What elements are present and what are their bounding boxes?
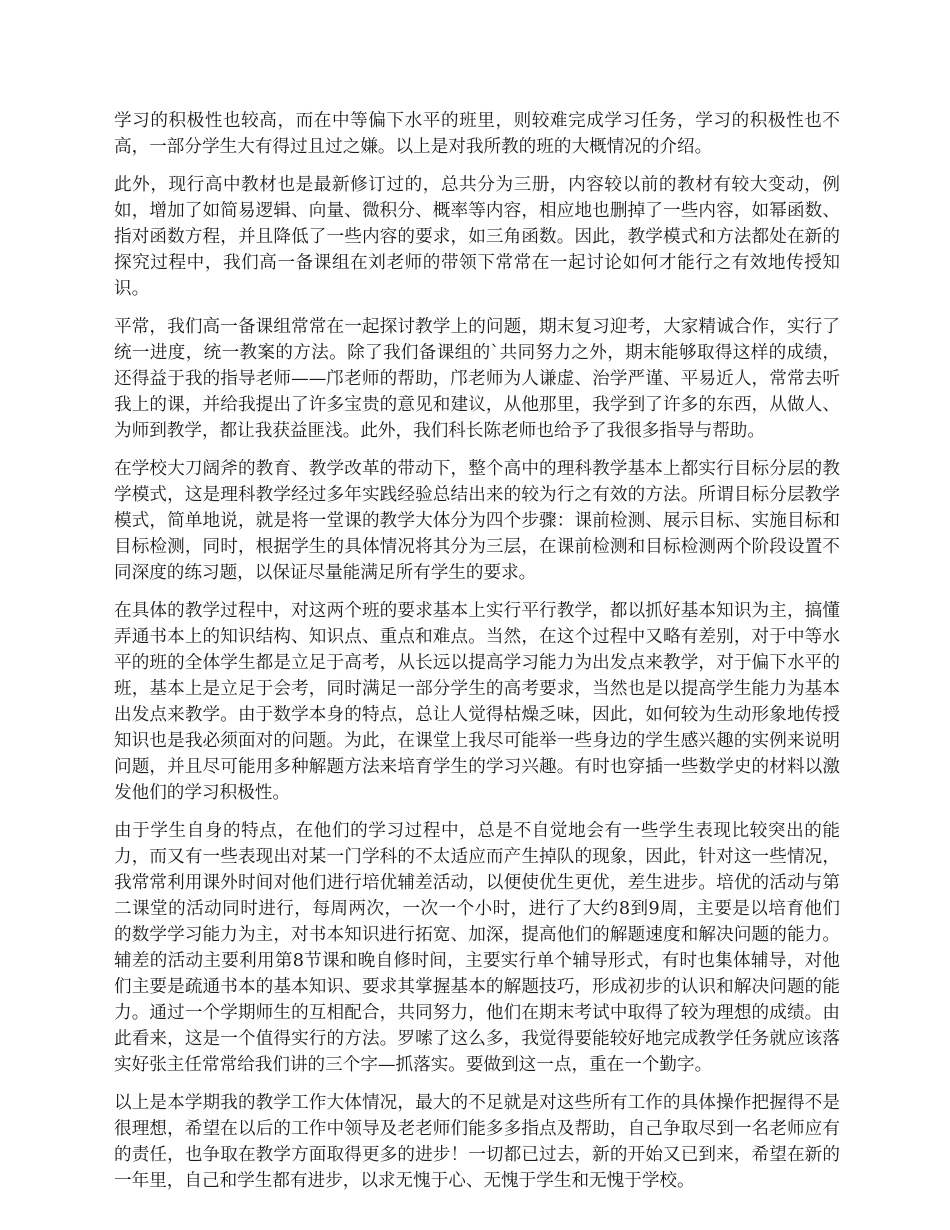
- paragraph-1: 学习的积极性也较高，而在中等偏下水平的班里，则较难完成学习任务，学习的积极性也不高，一部分学生大有得过且过之嫌。以上是对我所教的班的大概情况的介绍。: [114, 111, 840, 157]
- paragraph-6: 由于学生自身的特点，在他们的学习过程中，总是不自觉地会有一些学生表现比较突出的能力，而又有一些表现出对某一门学科的不太适应而产生掉队的现象，因此，针对这一些情况，我常常利用课外时间对他们进行培优辅差活动，以便使优生更优，差生进步。培优的活动与第二课堂的活动同时进行，每周两次，一次一个小时，进行了大约8到9周，主要是以培育他们的数学学习能力为主，对书本知识进行拓宽、加深，提高他们的解题速度和解决问题的能力。辅差的活动主要利用第8节课和晚自修时间，主要实行单个辅导形式，有时也集体辅导，对他们主要是疏通书本的基本知识、要求其掌握基本的解题技巧，形成初步的认识和解决问题的能力。通过一个学期师生的互相配合，共同努力，他们在期末考试中取得了较为理想的成绩。由此看来，这是一个值得实行的方法。罗嗦了这么多，我觉得要能较好地完成教学任务就应该落实好张主任常常给我们讲的三个字—抓落实。要做到这一点，重在一个勤字。: [114, 821, 840, 1075]
- paragraph-2: 此外，现行高中教材也是最新修订过的，总共分为三册，内容较以前的教材有较大变动，例如，增加了如简易逻辑、向量、微积分、概率等内容，相应地也删掉了一些内容，如幂函数、指对函数方程，并且降低了一些内容的要求，如三角函数。因此，教学模式和方法都处在新的探究过程中，我们高一备课组在刘老师的带领下常常在一起讨论如何才能行之有效地传授知识。: [114, 175, 840, 299]
- paragraph-3: 平常，我们高一备课组常常在一起探讨教学上的问题，期末复习迎考，大家精诚合作，实行了统一进度，统一教案的方法。除了我们备课组的`共同努力之外，期末能够取得这样的成绩，还得益于我的指导老师——邝老师的帮助，邝老师为人谦虚、治学严谨、平易近人，常常去听我上的课，并给我提出了许多宝贵的意见和建议，从他那里，我学到了许多的东西，从做人、为师到教学，都让我获益匪浅。此外，我们科长陈老师也给予了我很多指导与帮助。: [114, 317, 840, 441]
- paragraph-4: 在学校大刀阔斧的教育、教学改革的带动下，整个高中的理科教学基本上都实行目标分层的教学模式，这是理科教学经过多年实践经验总结出来的较为行之有效的方法。所谓目标分层教学模式，简单地说，就是将一堂课的教学大体分为四个步骤：课前检测、展示目标、实施目标和目标检测，同时，根据学生的具体情况将其分为三层，在课前检测和目标检测两个阶段设置不同深度的练习题，以保证尽量能满足所有学生的要求。: [114, 459, 840, 583]
- document-body: [114, 108, 840, 1206]
- paragraph-7: 以上是本学期我的教学工作大体情况，最大的不足就是对这些所有工作的具体操作把握得不是很理想，希望在以后的工作中领导及老老师们能多多指点及帮助，自己争取尽到一名老师应有的责任，也争取在教学方面取得更多的进步！一切都已过去，新的开始又已到来，希望在新的一年里，自己和学生都有进步，以求无愧于心、无愧于学生和无愧于学校。: [114, 1093, 840, 1191]
- paragraph-5: 在具体的教学过程中，对这两个班的要求基本上实行平行教学，都以抓好基本知识为主，搞懂弄通书本上的知识结构、知识点、重点和难点。当然，在这个过程中又略有差别，对于中等水平的班的全体学生都是立足于高考，从长远以提高学习能力为出发点来教学，对于偏下水平的班，基本上是立足于会考，同时满足一部分学生的高考要求，当然也是以提高学生能力为基本出发点来教学。由于数学本身的特点，总让人觉得枯燥乏味，因此，如何较为生动形象地传授知识也是我必须面对的问题。为此，在课堂上我尽可能举一些身边的学生感兴趣的实例来说明问题，并且尽可能用多种解题方法来培育学生的学习兴趣。有时也穿插一些数学史的材料以激发他们的学习积极性。: [114, 601, 840, 803]
